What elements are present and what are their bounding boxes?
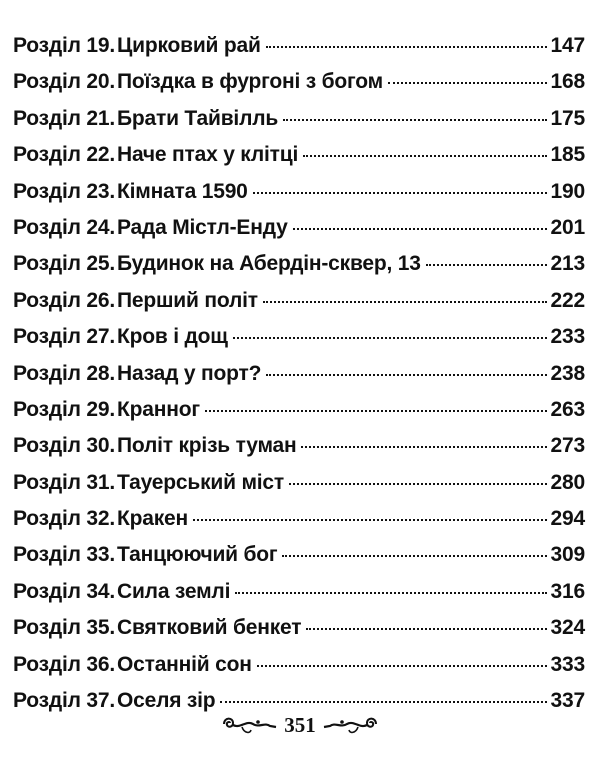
toc-entry [13, 543, 585, 579]
chapter-title: Цирковий рай [117, 34, 261, 57]
chapter-label: Розділ 22. [13, 143, 116, 167]
dot-leader [235, 592, 546, 594]
toc-entry [13, 107, 585, 143]
chapter-label: Розділ 29. [13, 397, 116, 421]
chapter-page-number: 337 [550, 689, 585, 713]
chapter-title: Назад у порт? [117, 361, 262, 385]
chapter-title: Наче птах у клітці [117, 143, 299, 167]
chapter-page-number: 316 [550, 579, 585, 603]
toc-entry [13, 398, 585, 434]
chapter-title: Останній сон [117, 652, 252, 676]
dot-leader [293, 228, 547, 230]
chapter-title: Тауерський міст [117, 470, 284, 494]
flourish-left-icon [220, 712, 278, 738]
page-footer [0, 712, 600, 738]
chapter-page-number: 147 [550, 34, 585, 57]
chapter-title: Оселя зір [117, 689, 216, 713]
chapter-page-number: 213 [550, 252, 585, 276]
chapter-label: Розділ 20. [13, 70, 116, 94]
toc-entry [13, 216, 585, 252]
chapter-label: Розділ 27. [13, 325, 116, 349]
dot-leader [282, 555, 546, 557]
table-of-contents [13, 34, 585, 725]
chapter-title: Брати Тайвілль [117, 106, 279, 130]
toc-entry [13, 143, 585, 179]
chapter-label: Розділ 21. [13, 106, 116, 130]
chapter-page-number: 168 [550, 70, 585, 94]
dot-leader [266, 46, 547, 48]
chapter-page-number: 324 [550, 616, 585, 640]
chapter-page-number: 190 [550, 179, 585, 203]
chapter-title: Сила землі [117, 579, 231, 603]
chapter-title: Політ крізь туман [117, 434, 297, 458]
chapter-label: Розділ 37. [13, 689, 116, 713]
dot-leader [266, 374, 546, 376]
toc-entry [13, 325, 585, 361]
chapter-title: Танцюючий бог [117, 543, 278, 567]
dot-leader [283, 119, 546, 121]
chapter-label: Розділ 28. [13, 361, 116, 385]
chapter-label: Розділ 34. [13, 579, 116, 603]
dot-leader [303, 155, 546, 157]
chapter-label: Розділ 25. [13, 252, 116, 276]
toc-entry [13, 616, 585, 652]
dot-leader [220, 701, 546, 703]
chapter-title: Кров і дощ [117, 325, 228, 349]
chapter-page-number: 222 [550, 288, 585, 312]
dot-leader [233, 337, 547, 339]
chapter-label: Розділ 35. [13, 616, 116, 640]
toc-entry [13, 471, 585, 507]
chapter-page-number: 294 [550, 507, 585, 531]
toc-entry [13, 252, 585, 288]
chapter-title: Поїздка в фургоні з богом [117, 70, 383, 94]
chapter-page-number: 233 [550, 325, 585, 349]
chapter-page-number: 309 [550, 543, 585, 567]
toc-entry [13, 180, 585, 216]
chapter-label: Розділ 19. [13, 34, 116, 57]
toc-entry [13, 580, 585, 616]
chapter-label: Розділ 36. [13, 652, 116, 676]
toc-entry [13, 34, 585, 70]
dot-leader [205, 410, 547, 412]
toc-entry [13, 289, 585, 325]
dot-leader [388, 82, 547, 84]
chapter-label: Розділ 23. [13, 179, 116, 203]
dot-leader [263, 301, 547, 303]
dot-leader [426, 264, 547, 266]
chapter-title: Кранног [117, 397, 200, 421]
dot-leader [257, 665, 547, 667]
chapter-title: Рада Містл-Енду [117, 215, 288, 239]
dot-leader [306, 628, 546, 630]
chapter-page-number: 333 [550, 652, 585, 676]
chapter-label: Розділ 31. [13, 470, 116, 494]
toc-entry [13, 653, 585, 689]
chapter-label: Розділ 33. [13, 543, 116, 567]
chapter-page-number: 263 [550, 397, 585, 421]
toc-entry [13, 434, 585, 470]
chapter-page-number: 280 [550, 470, 585, 494]
toc-entry [13, 362, 585, 398]
chapter-page-number: 175 [550, 106, 585, 130]
chapter-page-number: 273 [550, 434, 585, 458]
chapter-page-number: 238 [550, 361, 585, 385]
dot-leader [301, 446, 546, 448]
chapter-label: Розділ 26. [13, 288, 116, 312]
dot-leader [289, 483, 547, 485]
chapter-label: Розділ 30. [13, 434, 116, 458]
flourish-right-icon [322, 712, 380, 738]
chapter-title: Святковий бенкет [117, 616, 302, 640]
page-number: 351 [284, 712, 316, 737]
chapter-page-number: 201 [550, 215, 585, 239]
chapter-label: Розділ 32. [13, 507, 116, 531]
toc-entry [13, 70, 585, 106]
chapter-page-number: 185 [550, 143, 585, 167]
chapter-title: Будинок на Абердін-сквер, 13 [117, 252, 421, 276]
chapter-title: Кракен [117, 507, 188, 531]
dot-leader [253, 192, 547, 194]
chapter-title: Кімната 1590 [117, 179, 248, 203]
chapter-title: Перший політ [117, 288, 258, 312]
toc-entry [13, 507, 585, 543]
dot-leader [193, 519, 547, 521]
chapter-label: Розділ 24. [13, 215, 116, 239]
